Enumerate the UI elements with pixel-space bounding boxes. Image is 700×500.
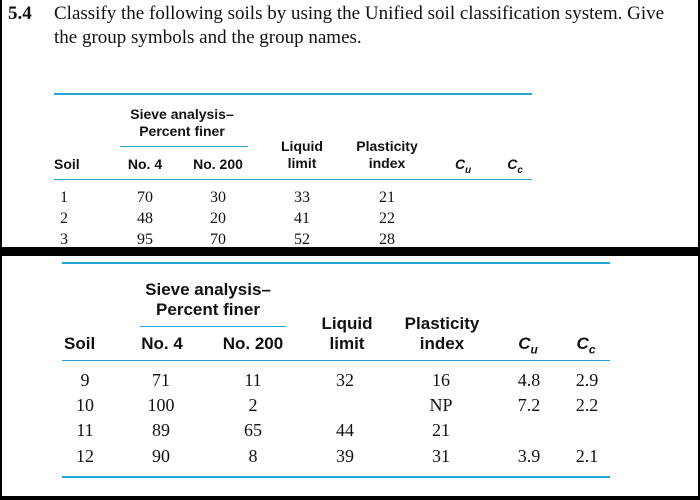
bottom-panel [2,256,698,496]
sieve-analysis-header [112,106,252,140]
cell-soil: 12 [76,446,94,466]
cell-soil: 10 [76,395,94,415]
cell-cc: 2.1 [575,446,599,466]
cell-plasticity-index: 31 [432,446,450,466]
cu-sub: u [530,342,538,357]
cell-no200: 8 [248,446,258,466]
cu-main: C [518,334,531,353]
cell-no4: 70 [137,189,153,206]
no4-header: No. 4 [127,156,163,172]
cell-cu: 7.2 [517,395,541,415]
sieve-underline [120,146,248,147]
liquid-header-line2: limit [329,334,365,353]
cell-plasticity-index: 16 [432,370,450,390]
cell-no200: 70 [210,231,226,247]
cell-plasticity-index: 28 [379,231,395,247]
cell-cu: 4.8 [517,370,541,390]
sieve-analysis-header [138,280,278,320]
cu-main: C [454,156,466,172]
cell-liquid-limit: 32 [336,370,354,390]
liquid-header-line2: limit [287,155,317,171]
table-top-rule [54,93,532,95]
sieve-header-line2: Percent finer [139,123,225,139]
problem-statement [54,2,698,50]
cell-plasticity-index: 21 [432,420,450,440]
cell-soil: 9 [80,370,90,390]
sieve-header-line1: Sieve analysis– [130,106,234,122]
cell-liquid-limit: 52 [294,231,310,247]
plasticity-index-header [394,314,490,354]
no4-header: No. 4 [141,334,183,353]
cell-plasticity-index: 21 [379,189,395,206]
problem-text-line2: the group symbols and the group names. [54,27,362,48]
cu-sub: u [465,164,472,176]
cu-header [448,156,478,176]
cell-soil: 11 [76,420,94,440]
cell-no4: 90 [152,446,170,466]
plasticity-header-line1: Plasticity [404,314,480,333]
cell-no200: 2 [248,395,258,415]
plasticity-index-header [347,138,427,172]
cell-cc: 2.9 [575,370,599,390]
cc-main: C [507,156,518,172]
cell-no4: 95 [137,231,153,247]
plasticity-header-line2: index [368,155,406,171]
cell-liquid-limit: 39 [336,446,354,466]
plasticity-header-line1: Plasticity [356,138,418,154]
liquid-header-line1: Liquid [281,138,323,154]
top-panel [2,0,698,247]
sieve-underline [140,326,286,327]
cell-cc: 2.2 [575,395,599,415]
table-bottom-end-rule [62,476,610,478]
sieve-header-line1: Sieve analysis– [145,280,271,299]
cc-main: C [576,334,589,353]
sieve-header-line2: Percent finer [156,300,260,319]
soil-header: Soil [54,156,80,172]
cell-soil: 2 [60,210,68,227]
cell-plasticity-index: NP [429,395,453,415]
cell-no200: 30 [210,189,226,206]
cell-cu: 3.9 [517,446,541,466]
cell-liquid-limit: 44 [336,420,354,440]
cell-no4: 100 [147,395,175,415]
no200-header: No. 200 [193,156,243,172]
cc-sub: c [588,342,596,357]
table-bottom-rule [62,262,610,264]
cc-header [500,156,530,176]
cell-no200: 65 [244,420,262,440]
cell-liquid-limit: 41 [294,210,310,227]
liquid-limit-header [270,138,334,172]
cc-header [568,334,604,356]
problem-text-line1: Classify the following soils by using the Unified soil classification system. Give [54,3,665,24]
cell-no200: 20 [210,210,226,227]
cell-liquid-limit: 33 [294,189,310,206]
table-bottom-header-rule [62,360,610,361]
table-top-header-rule [54,179,532,180]
cell-no4: 71 [152,370,170,390]
soil-header: Soil [64,334,96,353]
cell-no4: 89 [152,420,170,440]
cell-soil: 3 [60,231,68,247]
cu-header [510,334,546,356]
problem-number: 5.4 [8,3,32,24]
cc-sub: c [517,164,523,176]
plasticity-header-line2: index [419,334,465,353]
no200-header: No. 200 [222,334,284,353]
liquid-header-line1: Liquid [321,314,373,333]
cell-no200: 11 [244,370,262,390]
cell-soil: 1 [60,189,68,206]
cell-plasticity-index: 22 [379,210,395,227]
cell-no4: 48 [137,210,153,227]
liquid-limit-header [310,314,384,354]
